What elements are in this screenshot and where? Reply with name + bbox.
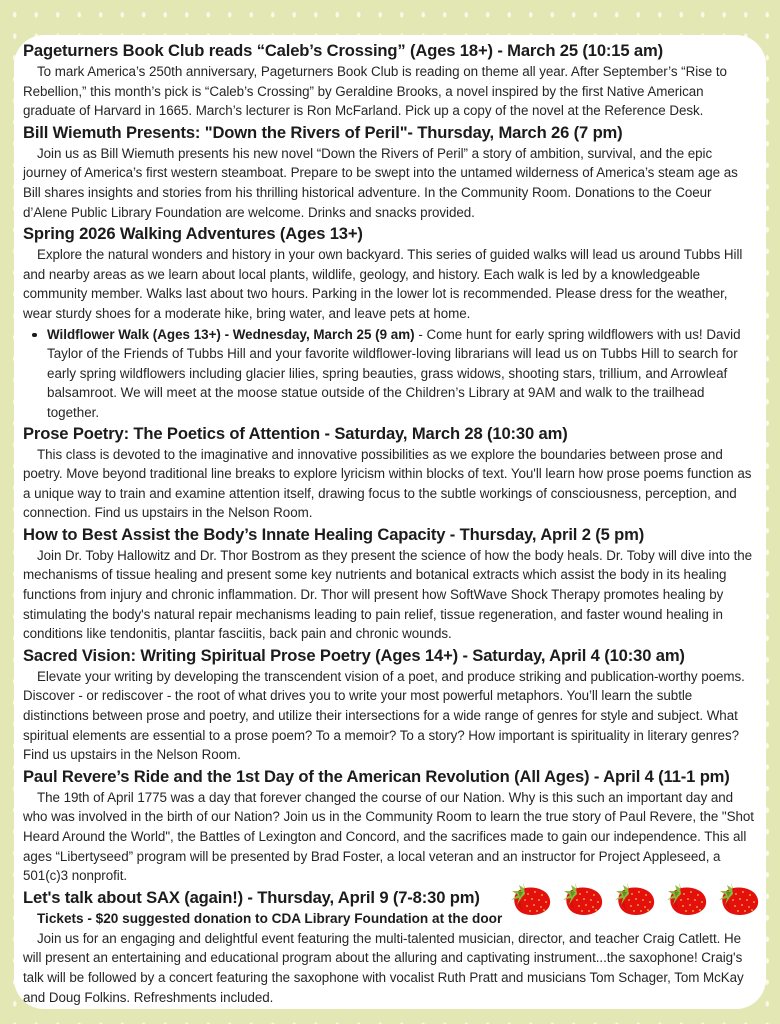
event-paul-revere — [23, 766, 754, 886]
event-title: How to Best Assist the Body’s Innate Healing Capacity - Thursday, April 2 (5 pm) — [23, 524, 645, 544]
event-description: Join us as Bill Wiemuth presents his new novel “Down the Rivers of Peril” a story of ambition, survival, and the epic journey of America’s first western steamboat. Prepare to be swept into the untamed wilderness of America’s steam age as Bill shares insights and stories from his thrilling historical adventure. In the Community Room. Donations to the Coeur d’Alene Public Library Foundation are welcome. Drinks and snacks provided. — [23, 145, 738, 220]
event-title: Pageturners Book Club reads “Caleb’s Crossing” (Ages 18+) - March 25 (10:15 am) — [23, 41, 663, 60]
event-description: Join us for an engaging and delightful event featuring the multi-talented musician, director, and teacher Craig Catlett. He will present an entertaining and educational program about the alluring and captivating instrument...the saxophone! Craig's talk will be followed by a concert featuring the saxophone with vocalist Ruth Pratt and musicians Tom Schager, Tom McKay and Doug Folkins. Refreshments included. — [23, 930, 744, 1005]
event-prose-poetry — [23, 423, 754, 523]
event-header — [23, 887, 754, 909]
strawberry-icon — [662, 878, 710, 918]
event-description: Join Dr. Toby Hallowitz and Dr. Thor Bostrom as they present the science of how the body heals. Dr. Toby will dive into the mechanisms of tissue healing and present some key nutrients and botanical extracts which assist the body in its healing functions from injury and chronic inflammation. Dr. Thor will present how SoftWave Shock Therapy promotes healing by stimulating the body's natural repair mechanisms leading to pain relief, tissue regeneration, and faster wound healing in conditions like tendonitis, plantar fasciitis, back pain and chronic wounds. — [23, 547, 753, 642]
ticket-info: Tickets - $20 suggested donation to CDA Library Foundation at the door — [37, 910, 503, 926]
event-description: The 19th of April 1775 was a day that forever changed the course of our Nation. Why is this such an important day and who was involved in the birth of our Nation? Join us in the Community Room to learn the true story of Paul Revere, the "Shot Heard Around the World", the Battles of Lexington and Concord, and the sacrifices made to gain our independence. This all ages “Libertyseed” program will be presented by Brad Foster, a local veteran and an instructor for Project Appleseed, a 501(c)3 nonprofit. — [23, 789, 754, 884]
strawberry-icon — [506, 878, 554, 918]
sub-event-list — [23, 325, 754, 423]
event-description: This class is devoted to the imaginative and innovative possibilities as we explore the boundaries between prose and poetry. Move beyond traditional line breaks to explore lyricism within blocks of text. You'll learn how prose poems function as a unique way to train and examine attention itself, drawing focus to the subtle workings of consciousness, perception, and connection. Find us upstairs in the Nelson Room. — [23, 446, 752, 521]
event-title: Let's talk about SAX (again!) - Thursday, April 9 (7-8:30 pm) — [23, 887, 480, 907]
event-description: Explore the natural wonders and history in your own backyard. This series of guided walks will lead us around Tubbs Hill and nearby areas as we learn about local plants, wildlife, geology, and history. Each walk is led by a knowledgeable community member. Walks last about two hours. Parking in the lower lot is recommended. Please dress for the weather, wear sturdy shoes for a moderate hike, bring water, and leave pets at home. — [23, 247, 743, 321]
event-title: Paul Revere’s Ride and the 1st Day of the American Revolution (All Ages) - April 4 (11-1 pm) — [23, 766, 730, 786]
event-bill-wiemuth — [23, 122, 754, 222]
event-sacred-vision — [23, 645, 754, 765]
strawberry-icon — [714, 878, 762, 918]
events-card — [14, 35, 766, 1009]
event-description: To mark America’s 250th anniversary, Pageturners Book Club is reading on theme all year. After September’s “Rise to Rebellion,” this month’s pick is “Caleb’s Crossing” by Geraldine Brooks, a novel inspired by the first Native American graduate of Harvard in 1665. March’s lecturer is Ron McFarland. Pick up a copy of the novel at the Reference Desk. — [23, 64, 727, 119]
sub-event-description: - Come hunt for early spring wildflowers with us! David Taylor of the Friends of Tubbs Hill and your favorite wildflower-loving librarians will lead us on Tubbs Hill to search for early spring wildflowers including glacier lilies, spring beauties, grass widows, shooting stars, trillium, and Arrowleaf balsamroot. We will meet at the moose statue outside of the Children’s Library at 9AM and walk to the trailhead together. — [47, 326, 741, 420]
event-healing-capacity — [23, 524, 754, 644]
event-sax — [23, 887, 754, 1007]
strawberry-icon — [610, 878, 658, 918]
sub-event-title: Wildflower Walk (Ages 13+) - Wednesday, March 25 (9 am) — [47, 326, 415, 342]
event-walking-adventures — [23, 223, 754, 422]
event-title: Prose Poetry: The Poetics of Attention - Saturday, March 28 (10:30 am) — [23, 423, 568, 443]
event-title: Sacred Vision: Writing Spiritual Prose Poetry (Ages 14+) - Saturday, April 4 (10:30 am) — [23, 645, 685, 665]
event-pageturners — [23, 40, 754, 121]
strawberry-icon — [558, 878, 606, 918]
strawberry-row — [506, 878, 762, 918]
event-description: Elevate your writing by developing the transcendent vision of a poet, and produce striking and publication-worthy poems. Discover - or rediscover - the root of what drives you to write your most powerful metaphors. You’ll learn the subtle distinctions between prose and poetry, and utilize their intersections for a wide range of genres for style and subject. What spiritual elements are essential to a prose poem? To a memoir? To a story? How important is spirituality in literary genres? Find us upstairs in the Nelson Room. — [23, 668, 745, 763]
event-title: Spring 2026 Walking Adventures (Ages 13+) — [23, 224, 363, 244]
sub-event-wildflower-walk — [47, 325, 754, 423]
event-title: Bill Wiemuth Presents: "Down the Rivers of Peril"- Thursday, March 26 (7 pm) — [23, 122, 623, 142]
